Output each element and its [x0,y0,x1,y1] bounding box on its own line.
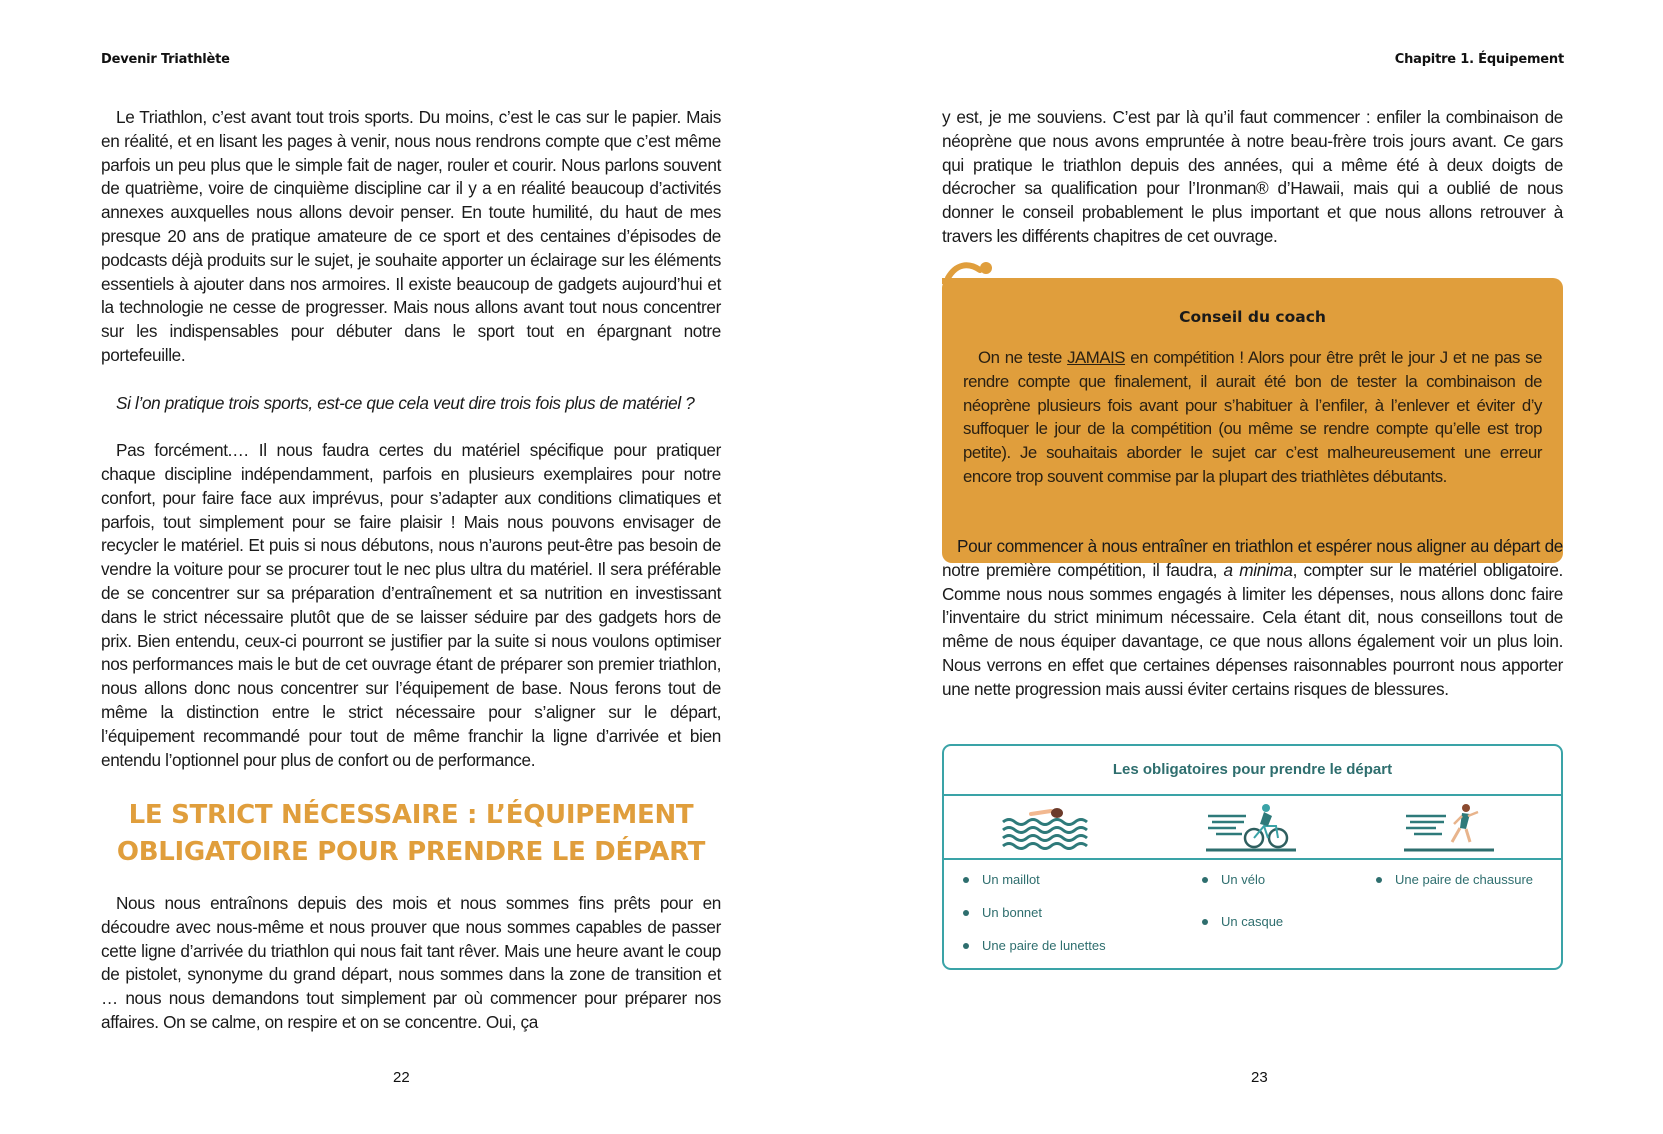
mandatory-equipment-table [942,744,1563,970]
swimmer-icon [1001,802,1091,852]
swim-equipment-list [960,872,1106,971]
page-number-left: 22 [393,1069,410,1086]
section-heading-line-2: OBLIGATOIRE POUR PRENDRE LE DÉPART [116,837,706,867]
right-body-text [942,106,1563,249]
section-heading [101,797,721,871]
paragraph-part-2: , compter sur le matériel obligatoire. Comme nous nous sommes engagés à limiter les dépenses, nous allons donc faire l’inventaire du strict minimum nécessaire. Cela étant dit, nous conseillons tout de même de nous équiper davantage, ce que nous allons également voir un plus loin. Nous verrons en effet que certaines dépenses raisonnables pourront nous apporter une nette progression mais aussi éviter certains risques de blessures. [942,559,1563,699]
run-equipment-list [1373,872,1533,905]
right-page [831,0,1663,1134]
list-item: Un casque [1199,914,1283,930]
cyclist-icon [1206,802,1296,852]
section-heading-line-1: LE STRICT NÉCESSAIRE : L’ÉQUIPEMENT [128,800,694,830]
paragraph-part-1: Pour commencer à nous entraîner en triathlon et espérer nous aligner au départ de notre première compétition, il faudra, [942,536,1563,580]
page-number-right: 23 [1251,1069,1268,1086]
list-item: Une paire de chaussure [1373,872,1533,888]
list-item: Un bonnet [960,905,1106,921]
runner-icon [1404,802,1494,852]
left-body-text-after-heading [101,892,721,1035]
running-head-book-title: Devenir Triathlète [101,52,230,67]
list-item: Un vélo [1199,872,1283,888]
continuation-paragraph: y est, je me souviens. C’est par là qu’il faut commencer : enfiler la combinaison de néoprène que nous avons empruntée à notre beau-frère trois jours avant. Ce gars qui pratique le triathlon depuis des années, qui a même été à deux doigts de décrocher sa qualification pour l’Ironman® d’Hawaii, mais qui a oublié de nous donner le conseil probablement le plus important et que nous allons retrouver à travers les différents chapitres de cet ouvrage. [942,107,1563,246]
question-paragraph: Si l’on pratique trois sports, est-ce que cela veut dire trois fois plus de matériel ? [116,392,695,413]
equipment-table-title: Les obligatoires pour prendre le départ [944,746,1561,796]
paragraph-italic-term: a minima [1223,559,1293,580]
list-item: Un maillot [960,872,1106,888]
coach-text-emphasis: JAMAIS [1067,348,1126,367]
transition-paragraph: Nous nous entraînons depuis des mois et nous sommes fins prêts pour en découdre avec nous-même et nous prouver que nous sommes capables de passer cette ligne d’arrivée du triathlon qui nous fait tant rêver. Mais une heure avant le coup de pistolet, synonyme du grand départ, nous sommes dans la zone de transition et … nous nous demandons tout simplement par où commencer pour préparer nos affaires. On se calme, on respire et on se concentre. Oui, ça [101,893,721,1032]
coach-tip-title: Conseil du coach [1179,308,1326,326]
equipment-icons-row [944,796,1561,860]
coach-text-before: On ne teste [978,348,1068,367]
coach-text-after: en compétition ! Alors pour être prêt le jour J et ne pas se rendre compte que finalement, il aurait été bon de tester la combinaison de néoprène plusieurs fois avant pour s’habituer à l’enfiler, à l’enlever et éviter d’y suffoquer le jour de la compétition (ou même se rendre compte qu’elle est trop petite). Je souhaitais aborder le sujet car c’est malheureusement une erreur encore trop souvent commise par la plupart des triathlètes débutants. [963,348,1542,486]
list-item: Une paire de lunettes [960,938,1106,954]
answer-paragraph: Pas forcément.… Il nous faudra certes du matériel spécifique pour pratiquer chaque discipline indépendamment, parfois en plusieurs exemplaires pour notre confort, pour faire face aux imprévus, pour s’adapter aux conditions climatiques et parfois, tout simplement pour se faire plaisir ! Mais nous pouvons envisager de recycler le matériel. Et puis si nous débutons, nous n’aurons peut-être pas besoin de vendre la voiture pour se procurer tout le nec plus ultra du matériel. Il sera préférable de se concentrer sur sa préparation d’entraînement et sa nutrition en investissant dans le strict nécessaire plutôt que de se laisser séduire par des gadgets hors de prix. Bien entendu, ceux-ci pourront se justifier par la suite si nous voulons optimiser nos performances mais le but de cet ouvrage étant de préparer son premier triathlon, nous allons donc nous concentrer sur l’équipement de base. Nous ferons tout de même la distinction entre le strict nécessaire pour s’aligner sur le départ, l’équipement recommandé pour tout de même franchir la ligne d’arrivée et bien entendu l’optionnel pour plus de confort ou de performance. [101,440,721,770]
right-body-text-2 [942,535,1563,702]
running-head-chapter: Chapitre 1. Équipement [1394,52,1564,67]
equipment-lists [944,860,1561,968]
left-body-text [101,106,721,772]
left-page [0,0,820,1134]
mandatory-equipment-paragraph [942,535,1563,702]
coach-tip-text [963,346,1542,489]
bike-equipment-list [1199,872,1283,947]
intro-paragraph: Le Triathlon, c’est avant tout trois sports. Du moins, c’est le cas sur le papier. Mais en réalité, et en lisant les pages à venir, nous nous rendrons compte que c’est même parfois un peu plus que le simple fait de nager, rouler et courir. Nous parlons souvent de quatrième, voire de cinquième discipline car il y a en réalité beaucoup d’activités annexes auxquelles nous allons devoir penser. En toute humilité, du haut de mes presque 20 ans de pratique amateure de ce sport et des centaines d’épisodes de podcasts déjà produits sur le sujet, je souhaite apporter un éclairage sur les éléments essentiels à ajouter dans nos armoires. Il existe beaucoup de gadgets aujourd’hui et la technologie ne cesse de progresser. Mais nous allons avant tout nous concentrer sur les indispensables pour débuter dans le sport tout en épargnant notre portefeuille. [101,107,721,365]
coach-tip-box [942,278,1563,563]
